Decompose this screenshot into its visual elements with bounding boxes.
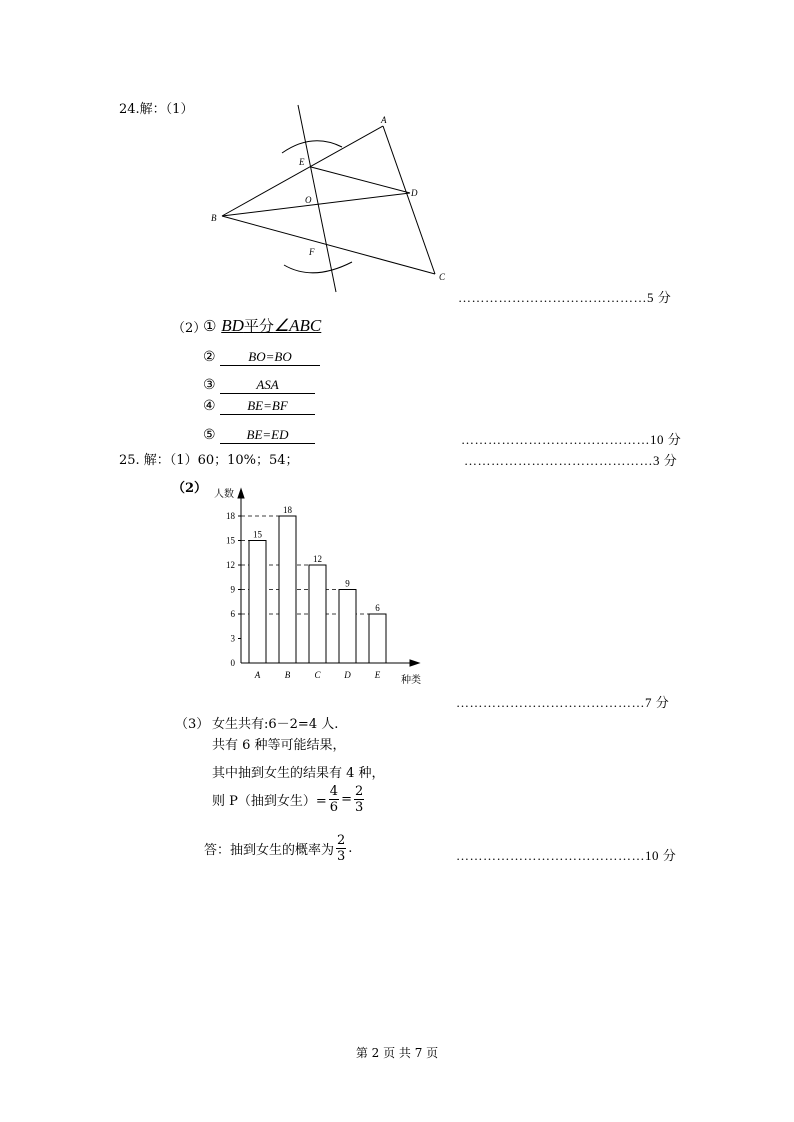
page-footer: 第 2 页 共 7 页 — [355, 1046, 439, 1060]
label-point-b: B — [211, 213, 217, 223]
y-tick-label: 12 — [226, 560, 235, 570]
label-point-f: F — [309, 247, 315, 257]
label-point-d: D — [411, 188, 418, 198]
frac1-den: 6 — [329, 800, 339, 815]
y-tick-label: 3 — [230, 633, 235, 644]
step-4-answer: BE=BF — [220, 398, 315, 415]
x-tick-label: E — [374, 670, 381, 680]
x-axis-label: 种类 — [401, 675, 421, 686]
bar-data-label: 9 — [345, 578, 350, 589]
q25-part2-label: （2） — [172, 481, 208, 496]
bar-chart — [205, 482, 430, 687]
step-2-answer: BO=BO — [220, 349, 320, 366]
final-answer — [204, 833, 352, 864]
y-tick-label: 18 — [226, 511, 235, 521]
bar-data-label: 18 — [283, 505, 292, 515]
q24-geometry-figure — [205, 100, 455, 295]
step-2-mark: ② — [203, 349, 216, 365]
step-1-segment: BD — [221, 316, 244, 335]
bar-c — [309, 565, 326, 663]
step-4 — [203, 398, 315, 415]
q24-score-2: ……………………………………10 分 — [461, 432, 682, 447]
step-1-mark: ① — [203, 317, 217, 335]
q25-part3-line3: 其中抽到女生的结果有 4 种， — [212, 766, 385, 781]
q25-score-1: ……………………………………3 分 — [464, 453, 678, 468]
label-point-c: C — [439, 272, 446, 282]
bar-data-label: 15 — [253, 529, 262, 540]
prob-prefix: 则 P（抽到女生）= — [212, 794, 327, 809]
y-axis-label: 人数 — [214, 489, 234, 500]
answer-frac-den: 3 — [337, 849, 346, 864]
x-tick-label: A — [254, 670, 261, 680]
step-1 — [203, 315, 321, 336]
label-point-e: E — [299, 157, 305, 167]
answer-fraction — [336, 833, 346, 864]
y-tick-label: 6 — [230, 609, 235, 619]
frac1-num: 4 — [329, 784, 339, 799]
step-2 — [203, 349, 320, 366]
probability-expression — [212, 784, 366, 815]
q24-score-1: ……………………………………5 分 — [458, 290, 672, 305]
bar-data-label: 6 — [375, 603, 380, 613]
frac2-den: 3 — [354, 800, 364, 815]
q25-score-3: ……………………………………10 分 — [456, 848, 677, 863]
step-5-answer: BE=ED — [220, 427, 315, 444]
answer-suffix: . — [348, 841, 353, 856]
prob-eq: = — [341, 792, 352, 807]
step-1-word: 平分 — [243, 317, 274, 335]
bar-e — [369, 614, 386, 663]
x-axis-arrow-icon — [410, 660, 419, 666]
fraction-4-6 — [329, 784, 339, 815]
y-tick-label: 0 — [230, 658, 235, 668]
step-1-angle: ∠ABC — [273, 316, 322, 335]
label-point-a: A — [381, 115, 387, 125]
answer-prefix: 答：抽到女生的概率为 — [204, 843, 335, 858]
label-point-o: O — [305, 195, 312, 205]
step-3-mark: ③ — [203, 377, 216, 393]
y-tick-label: 15 — [226, 535, 235, 546]
step-4-mark: ④ — [203, 398, 216, 414]
step-3-answer: ASA — [220, 377, 315, 394]
q25-heading: 25. 解：（1）60；10%；54； — [119, 453, 299, 468]
step-5-mark: ⑤ — [203, 427, 216, 443]
bar-d — [339, 590, 356, 664]
step-3 — [203, 377, 315, 394]
y-tick-label: 9 — [230, 584, 235, 595]
fraction-2-3 — [354, 784, 364, 815]
q24-heading: 24.解：（1） — [119, 102, 194, 117]
bar-a — [249, 541, 266, 664]
q25-part3-label: （3） — [175, 717, 210, 732]
x-tick-label: D — [344, 670, 351, 680]
frac2-num: 2 — [354, 784, 364, 799]
x-tick-label: B — [284, 670, 291, 680]
q25-part3-line2: 共有 6 种等可能结果， — [212, 738, 346, 753]
q24-part2-label: （2） — [172, 321, 207, 336]
bar-data-label: 12 — [313, 554, 322, 564]
answer-frac-num: 2 — [337, 833, 346, 848]
q25-part3-line1: 女生共有:6－2=4 人. — [212, 717, 339, 732]
x-tick-label: C — [314, 670, 321, 680]
step-5 — [203, 427, 315, 444]
bar-b — [279, 516, 296, 663]
q25-score-2: ……………………………………7 分 — [456, 695, 670, 710]
y-axis-arrow-icon — [238, 489, 244, 498]
